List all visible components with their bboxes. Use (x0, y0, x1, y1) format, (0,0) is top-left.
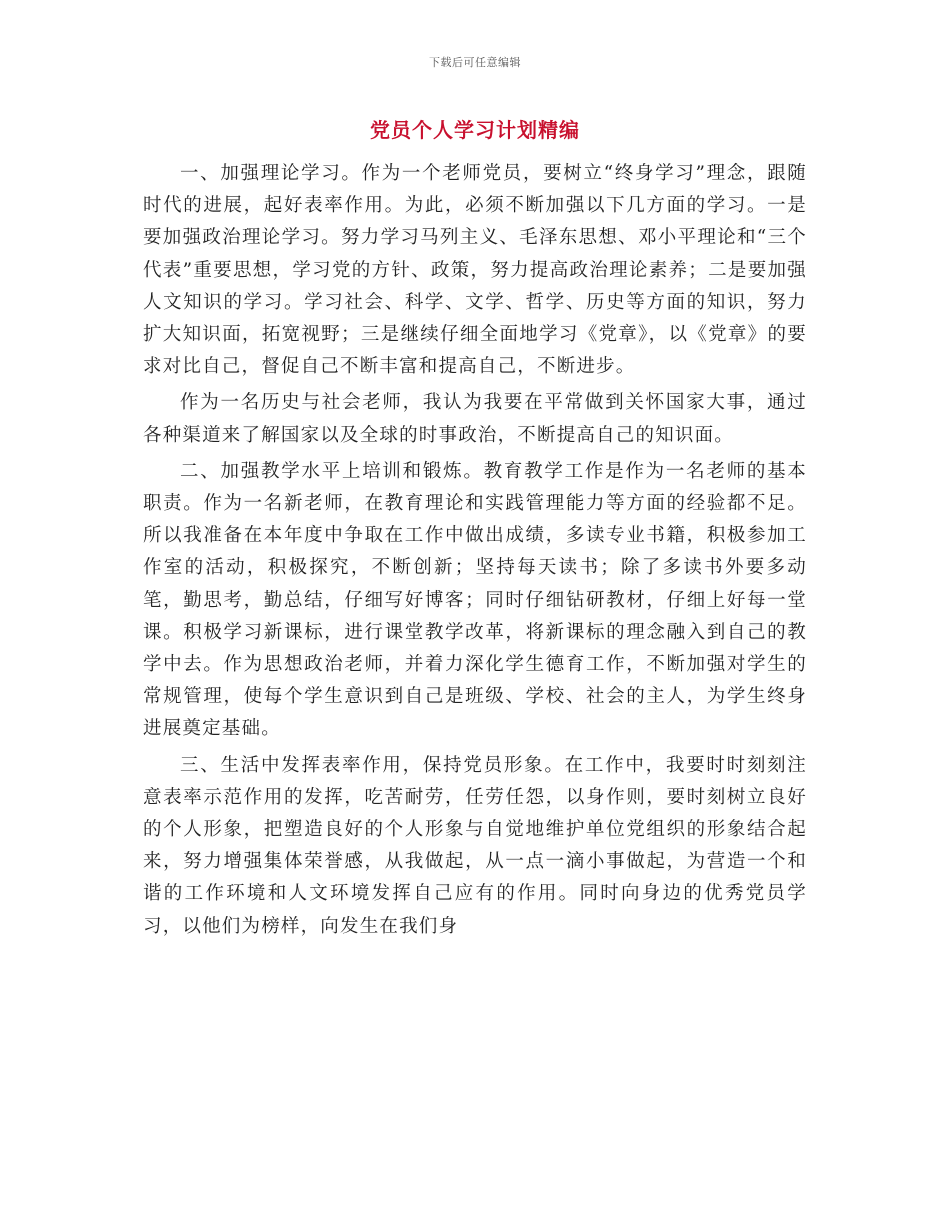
paragraph-4: 三、生活中发挥表率作用，保持党员形象。在工作中，我要时时刻刻注意表率示范作用的发挥，吃苦耐劳，任劳任怨，以身作则，要时刻树立良好的个人形象，把塑造良好的个人形象与自觉地维护单位党组织的形象结合起来，努力增强集体荣誉感，从我做起，从一点一滴小事做起，为营造一个和谐的工作环境和人文环境发挥自己应有的作用。同时向身边的优秀党员学习，以他们为榜样，向发生在我们身 (143, 754, 807, 937)
paragraph-2: 作为一名历史与社会老师，我认为我要在平常做到关怀国家大事，通过各种渠道来了解国家以及全球的时事政治，不断提高自己的知识面。 (143, 392, 807, 446)
document-title: 党员个人学习计划精编 (370, 118, 580, 142)
header-note: 下载后可任意编辑 (429, 56, 521, 69)
paragraph-1: 一、加强理论学习。作为一个老师党员，要树立“终身学习”理念，跟随时代的进展，起好表率作用。为此，必须不断加强以下几方面的学习。一是要加强政治理论学习。努力学习马列主义、毛泽东思想、邓小平理论和“三个代表”重要思想，学习党的方针、政策，努力提高政治理论素养；二是要加强人文知识的学习。学习社会、科学、文学、哲学、历史等方面的知识，努力扩大知识面，拓宽视野；三是继续仔细全面地学习《党章》，以《党章》的要求对比自己，督促自己不断丰富和提高自己，不断进步。 (143, 163, 807, 378)
document-body (143, 158, 807, 947)
paragraph-3: 二、加强教学水平上培训和锻炼。教育教学工作是作为一名老师的基本职责。作为一名新老师，在教育理论和实践管理能力等方面的经验都不足。所以我准备在本年度中争取在工作中做出成绩，多读专业书籍，积极参加工作室的活动，积极探究，不断创新；坚持每天读书；除了多读书外要多动笔，勤思考，勤总结，仔细写好博客；同时仔细钻研教材，仔细上好每一堂课。积极学习新课标，进行课堂教学改革，将新课标的理念融入到自己的教学中去。作为思想政治老师，并着力深化学生德育工作，不断加强对学生的常规管理，使每个学生意识到自己是班级、学校、社会的主人，为学生终身进展奠定基础。 (143, 460, 807, 740)
